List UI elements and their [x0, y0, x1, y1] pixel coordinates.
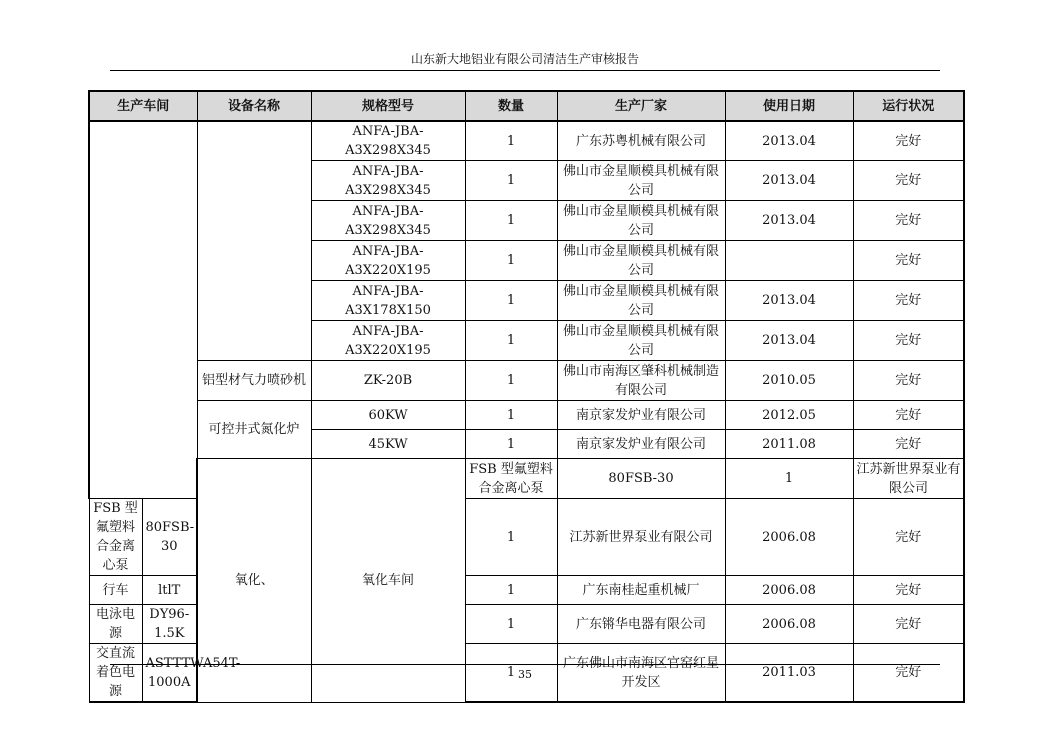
- quantity-cell: 1: [465, 430, 557, 459]
- equipment-name-cell: 铝型材气力喷砂机: [197, 361, 311, 401]
- workshop-cell-oxidation-outer: 氧化、: [197, 459, 311, 703]
- manufacturer-cell: 佛山市金星顺模具机械有限公司: [557, 201, 725, 241]
- table-row: [89, 121, 964, 161]
- date-cell: 2013.04: [725, 281, 853, 321]
- quantity-cell: 1: [465, 605, 557, 644]
- spec-cell: DY96-1.5K: [142, 605, 197, 644]
- manufacturer-cell: 佛山市金星顺模具机械有限公司: [557, 161, 725, 201]
- spec-cell: ANFA-JBA-A3X178X150: [311, 281, 465, 321]
- spec-cell: ANFA-JBA-A3X220X195: [311, 241, 465, 281]
- manufacturer-cell: 广东南桂起重机械厂: [557, 576, 725, 605]
- column-header-quantity: 数量: [465, 91, 557, 121]
- manufacturer-cell: 江苏新世界泵业有限公司: [557, 499, 725, 576]
- page-header-title: 山东新大地铝业有限公司清洁生产审核报告: [410, 52, 639, 66]
- date-cell: 2013.04: [725, 201, 853, 241]
- quantity-cell: 1: [465, 499, 557, 576]
- quantity-cell: 1: [465, 576, 557, 605]
- table-header-row: [89, 91, 964, 121]
- column-header-spec: 规格型号: [311, 91, 465, 121]
- quantity-cell: 1: [465, 241, 557, 281]
- date-cell: 2006.08: [725, 605, 853, 644]
- manufacturer-cell: 江苏新世界泵业有限公司: [853, 459, 964, 499]
- status-cell: 完好: [853, 121, 964, 161]
- equipment-name-cell: FSB 型氟塑料合金离心泵: [89, 499, 142, 576]
- quantity-cell: 1: [465, 281, 557, 321]
- quantity-cell: 1: [465, 201, 557, 241]
- status-cell: 完好: [853, 401, 964, 430]
- table-row: [89, 401, 964, 430]
- manufacturer-cell: 南京家发炉业有限公司: [557, 430, 725, 459]
- manufacturer-cell: 广东锵华电器有限公司: [557, 605, 725, 644]
- status-cell: 完好: [853, 241, 964, 281]
- spec-cell: 80FSB-30: [142, 499, 197, 576]
- status-cell: 完好: [853, 430, 964, 459]
- status-cell: 完好: [853, 161, 964, 201]
- spec-cell: ZK-20B: [311, 361, 465, 401]
- status-cell: 完好: [853, 281, 964, 321]
- manufacturer-cell: 佛山市南海区肇科机械制造有限公司: [557, 361, 725, 401]
- date-cell: 2011.03: [725, 644, 853, 703]
- status-cell: 完好: [853, 605, 964, 644]
- quantity-cell: 1: [465, 644, 557, 703]
- spec-cell: ltlT: [142, 576, 197, 605]
- footer-divider: [110, 664, 940, 665]
- column-header-manufacturer: 生产厂家: [557, 91, 725, 121]
- quantity-cell: 1: [465, 401, 557, 430]
- date-cell: 2013.04: [725, 321, 853, 361]
- date-cell: [725, 241, 853, 281]
- manufacturer-cell: 佛山市金星顺模具机械有限公司: [557, 241, 725, 281]
- status-cell: 完好: [853, 499, 964, 576]
- equipment-name-cell: 交直流着色电源: [89, 644, 142, 703]
- status-cell: 完好: [853, 644, 964, 703]
- status-cell: 完好: [853, 321, 964, 361]
- date-cell: 2012.05: [725, 401, 853, 430]
- quantity-cell: 1: [465, 121, 557, 161]
- equipment-name-cell: 行车: [89, 576, 142, 605]
- manufacturer-cell: 南京家发炉业有限公司: [557, 401, 725, 430]
- page-number: 35: [518, 668, 532, 681]
- date-cell: 2011.08: [725, 430, 853, 459]
- date-cell: 2013.04: [725, 161, 853, 201]
- quantity-cell: 1: [465, 321, 557, 361]
- spec-cell: ANFA-JBA-A3X220X195: [311, 321, 465, 361]
- quantity-cell: 1: [465, 161, 557, 201]
- spec-cell: 80FSB-30: [557, 459, 725, 499]
- spec-cell: ASTTTWA54T-1000A: [142, 644, 197, 703]
- manufacturer-cell: 佛山市金星顺模具机械有限公司: [557, 281, 725, 321]
- equipment-table: [88, 90, 965, 703]
- spec-cell: ANFA-JBA-A3X298X345: [311, 201, 465, 241]
- date-cell: 2013.04: [725, 121, 853, 161]
- column-header-date: 使用日期: [725, 91, 853, 121]
- spec-cell: 60KW: [311, 401, 465, 430]
- column-header-workshop: 生产车间: [89, 91, 197, 121]
- workshop-cell-empty: [89, 121, 197, 499]
- date-cell: 2006.08: [725, 499, 853, 576]
- status-cell: 完好: [853, 576, 964, 605]
- header-divider: [110, 70, 940, 71]
- manufacturer-cell: 广东佛山市南海区官窑红星开发区: [557, 644, 725, 703]
- equipment-name-cell: 可控井式氮化炉: [197, 401, 311, 459]
- spec-cell: 45KW: [311, 430, 465, 459]
- spec-cell: ANFA-JBA-A3X298X345: [311, 121, 465, 161]
- table-row: [89, 361, 964, 401]
- manufacturer-cell: 佛山市金星顺模具机械有限公司: [557, 321, 725, 361]
- column-header-status: 运行状况: [853, 91, 964, 121]
- equipment-name-cell: 电泳电源: [89, 605, 142, 644]
- manufacturer-cell: 广东苏粤机械有限公司: [557, 121, 725, 161]
- status-cell: 完好: [853, 201, 964, 241]
- table-row: [89, 459, 964, 499]
- quantity-cell: 1: [465, 361, 557, 401]
- equipment-name-cell-empty: [197, 121, 311, 361]
- workshop-cell-oxidation: 氧化车间: [311, 459, 465, 703]
- status-cell: 完好: [853, 361, 964, 401]
- equipment-name-cell: FSB 型氟塑料合金离心泵: [465, 459, 557, 499]
- column-header-equipment-name: 设备名称: [197, 91, 311, 121]
- quantity-cell: 1: [725, 459, 853, 499]
- date-cell: 2010.05: [725, 361, 853, 401]
- spec-cell: ANFA-JBA-A3X298X345: [311, 161, 465, 201]
- date-cell: 2006.08: [725, 576, 853, 605]
